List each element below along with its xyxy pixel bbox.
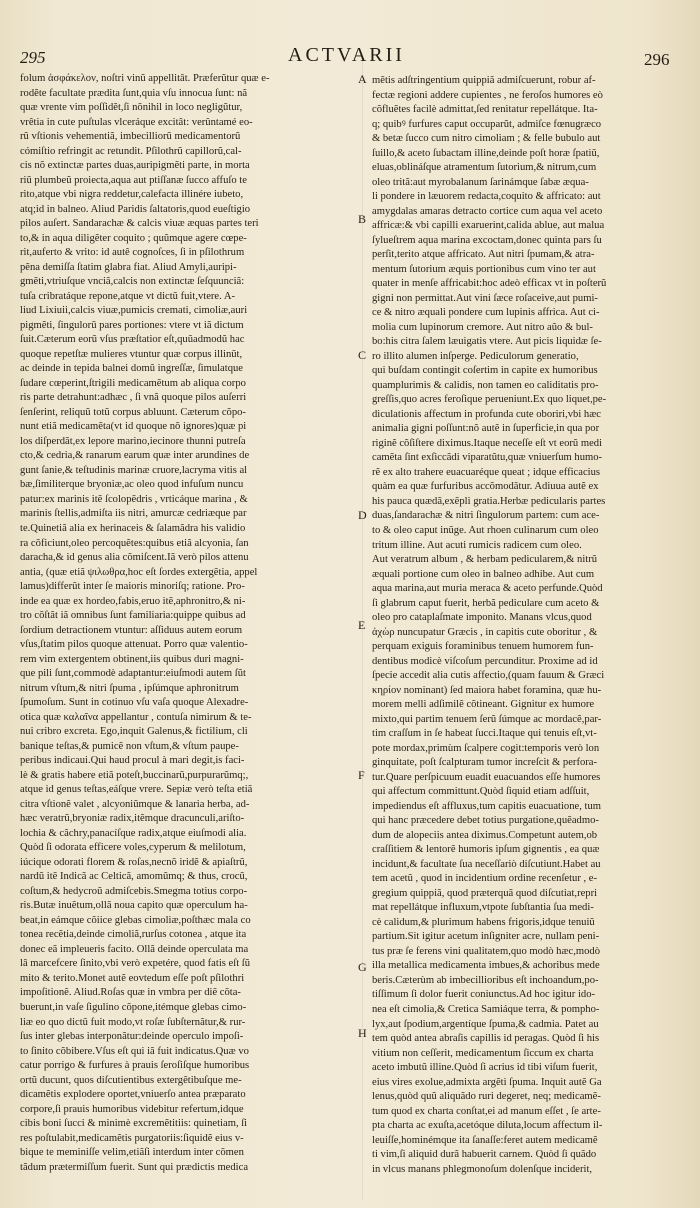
text-line: leuiſſe,hominémque ita ſanaſſe:feret autem medicamẽ bbox=[372, 1134, 598, 1146]
text-line: peribus indicaui.Qui haud procul à mari degit,is faci- bbox=[20, 755, 245, 767]
text-line: quæ vrente vim poſſidĕt,ſi nõnihil in loco negligũtur, bbox=[20, 102, 243, 114]
text-line: pilos auſert. Sandarachæ & calcis viuæ æquas partes teri bbox=[20, 218, 259, 230]
text-line: catur porrigo & furfures à prauis ſeroſiſque humoribus bbox=[20, 1060, 250, 1072]
text-line: æquali portione cum oleo in balneo adhibe. Aut cum bbox=[372, 568, 595, 580]
text-line: to,& in aqua diligẽter coquito ; quũmque agere cœpe- bbox=[20, 232, 247, 244]
text-line: tum quod ex charta conſtat,ei ad manum eſſet , ſe arte- bbox=[372, 1105, 601, 1117]
text-line: mentum ſutorium æquis portionibus cum vino ter aut bbox=[372, 263, 596, 275]
text-line: lâ marcefcere ſinito,vbi verò expetére, quod fatis eſt ſũ bbox=[20, 958, 251, 970]
section-marker: B bbox=[358, 212, 367, 226]
text-line: coſtum,& hedycroũ admiſcebis.Smegma totius corpo- bbox=[20, 885, 248, 897]
text-line: ſylueſtrem aqua marina excoctam,donec quinta pars ſu bbox=[372, 234, 602, 246]
text-line: tuſa cribratáque repone,atque vt dictũ fuit,vtere. A- bbox=[20, 290, 236, 302]
text-line: gmẽti,vtriuſque vnciã,calcis non extinctæ ſeſquunciã: bbox=[20, 276, 245, 288]
text-line: tãdum prætermiſſum fuerit. Sunt qui prædictis medica bbox=[20, 1161, 249, 1173]
text-line: eluas,oblináſque atramentum ſutorium,& nitrum,cum bbox=[372, 162, 597, 174]
section-marker: G bbox=[358, 960, 367, 974]
section-marker: A bbox=[358, 72, 367, 86]
text-line: vſus,ſtatim pilos quoque attenuat. Porro quæ valentio- bbox=[20, 639, 248, 651]
text-line: ce & nitro æquali pondere cum lupinis affrica. Aut ci- bbox=[372, 307, 600, 319]
text-line: craſſitiem & lentorẽ humoris ipſum gignentis , ea quæ bbox=[372, 844, 600, 856]
text-line: ti vim,ſi aliquid durã habuerit carnem. Quòd ſi quãdo bbox=[372, 1149, 597, 1161]
text-line: impediendus eſt affluxus,tum capitis euacuatione, tum bbox=[372, 800, 601, 812]
text-line: pote mordax,primùm ſcalpere cogit:temporis verò lon bbox=[372, 742, 600, 754]
running-header bbox=[0, 44, 700, 74]
text-line: tritum illine. Aut acuti rumicis radicem cum oleo. bbox=[372, 539, 582, 551]
text-line: iúcique odorati florem & roſas,necnõ iridẽ & apiaſtrũ, bbox=[20, 856, 248, 868]
text-line: lenus,quòd quũ aliquãdo ruri degeret, neq; medicamẽ- bbox=[372, 1091, 601, 1103]
text-line: ortũ ducunt, quos diſcutientibus extergẽtibuſque me- bbox=[20, 1074, 242, 1086]
text-line: citra vſtionẽ valet , alcyoniũmque & lanaria herba, ad- bbox=[20, 798, 250, 810]
text-line: ſuit.Cæterum eorũ vſus præſtatior eſt,quũadmodũ hac bbox=[20, 334, 245, 346]
text-line: cibis boni ſucci & minimè excremẽtitiis: quinetiam, ſi bbox=[20, 1118, 248, 1130]
text-line: riũ plumbeũ proiecta,aqua aut ptiſſanæ ſucco affuſo te bbox=[20, 174, 247, 186]
section-marker: D bbox=[358, 508, 367, 522]
text-line: κηρίον nominant) ſed maiora habet foramina, quæ hu- bbox=[372, 684, 602, 696]
text-line: gregium quippiã, quod præterquã quod diſcutiat,repri bbox=[372, 887, 598, 899]
text-line: vitium non ceſſerit, medicamentum ſiccum ex charta bbox=[372, 1047, 594, 1059]
text-line: donec eã impleueris facito. Ollã deinde operculata ma bbox=[20, 943, 249, 955]
text-line: gunt ſanie,& teſtudinis marinæ cruore,lacryma vitis al bbox=[20, 464, 248, 476]
text-line: nui cribro excreta. Ego,inquit Galenus,& fictilium, cli bbox=[20, 726, 248, 738]
text-line: banique teſtas,& pumicẽ non vſtum,& vſtum paupe- bbox=[20, 740, 239, 752]
text-line: perquam exiguis foraminibus tenuem humorem fun- bbox=[372, 641, 594, 653]
text-line: incidunt,& facultate ſua neceſſariò diſcutiunt.Habet au bbox=[372, 858, 601, 870]
left-text-column bbox=[20, 72, 356, 1175]
text-line: animalia gigni poſſunt:nõ autẽ in ſuperficie,in qua por bbox=[372, 423, 600, 435]
text-line: pẽna demiſſa ſtatim glabra fiat. Aliud Amyli,auripi- bbox=[20, 261, 237, 273]
text-line: tem acetũ , quod in incidentium ordine recenſetur , e- bbox=[372, 873, 598, 885]
text-line: dicamẽtis explodere oportet,vniuerſo antea præparato bbox=[20, 1089, 246, 1101]
text-line: perſit,terito atque affricato. Aut nitri ſpumam,& atra- bbox=[372, 249, 595, 261]
text-line: gigni non permittat.Aut vini ſæce roſaceive,aut pumi- bbox=[372, 292, 598, 304]
text-line: & betæ ſucco cum nitro cimoliam ; & felle bubulo aut bbox=[372, 133, 601, 145]
text-line: bo:his citra ſalem læuigatis vtere. Aut picis liquidæ ſe- bbox=[372, 336, 602, 348]
text-line: corpore,ſi prauis humoribus videbitur refertum,idque bbox=[20, 1103, 244, 1115]
section-marker: E bbox=[358, 618, 366, 632]
text-line: cómiſtio refringit ac retundit. Pſilothrũ capillorũ,cal- bbox=[20, 145, 242, 157]
text-line: q; quibꝰ furfures caput occuparũt, admiſce fœnugræco bbox=[372, 118, 602, 130]
text-line: affricæ:& vbi capilli exaruerint,calida ablue, aut malua bbox=[372, 220, 605, 232]
text-line: patur:ex marinis itẽ ſcolopẽdris , vrticáque marina , & bbox=[20, 493, 248, 505]
text-line: tus præ ſe ferens vini qualitatem,quo modò hæc,modò bbox=[372, 945, 601, 957]
text-line: qui buſdam contingit coſertim in capite ex humoribus bbox=[372, 365, 598, 377]
text-line: rit,auferto & vrito: id autê cognoſces, ſi in pſilothrum bbox=[20, 247, 245, 259]
text-line: rem vim extergentem obtinent,iis quibus duri magni- bbox=[20, 653, 244, 665]
text-line: ro illito alumen inſperge. Pediculorum generatio, bbox=[372, 350, 579, 362]
text-line: inde ea quæ ex hordeo,fabis,eruo itẽ,aphronitro,& ni- bbox=[20, 595, 246, 607]
text-line: eius vires exolue,admixta argẽti ſpuma. Inquit autẽ Ga bbox=[372, 1076, 602, 1088]
text-line: aqua marina,aut muria meraca & aceto perfunde.Quòd bbox=[372, 583, 603, 595]
text-line: ſi glabrum caput fuerit, herbã pediculare cum aceto & bbox=[372, 597, 600, 609]
text-line: illa metallica medicamenta imbues,& achoribus mede bbox=[372, 960, 600, 972]
text-line: liæ eo quo dictũ fuit modo,vt roſæ ſubſternãtur,& rur- bbox=[20, 1016, 246, 1028]
text-line: rodĕte facultate prædita ſunt,quia vſu innocua ſunt: nã bbox=[20, 87, 248, 99]
text-line: ſudare cœperint,ſtrigili medicamẽtum ab aliqua corpo bbox=[20, 377, 246, 389]
text-line: mẽtis adſtringentium quippiã admiſcuerunt, robur af- bbox=[372, 75, 596, 86]
text-line: tiſſimum ſi dolor fuerit coniunctus.Ad hoc igitur ido- bbox=[372, 989, 596, 1001]
text-line: cõfluẽtes facilè admittat,ſed renitatur repellátque. Ita- bbox=[372, 104, 598, 116]
text-line: tur.Quare perſpicuum euadit euacuandos eſſe humores bbox=[372, 771, 601, 783]
text-line: li pondere in læuorem redacta,coquito & affricato: aut bbox=[372, 191, 601, 203]
text-line: pigmẽti, ſingulorũ pares portiones: vtere vt iã dictum bbox=[20, 319, 244, 331]
page-number-left: 295 bbox=[20, 48, 46, 67]
text-line: amygdalas amaras detracto cortice cum aqua vel aceto bbox=[372, 205, 603, 217]
text-line: atque id genus teſtas,eáſque vrere. Sepiæ verò teſta etiã bbox=[20, 784, 253, 796]
text-line: pta charta ac exuſta,acetóque diluta,locum affectum il- bbox=[372, 1120, 603, 1132]
text-line: quoque repetſtæ mulieres vtuntur quæ corpus illinũt, bbox=[20, 348, 243, 360]
text-line: ἀχὼρ nuncupatur Græcis , in capitis cute oboritur , & bbox=[372, 626, 598, 638]
page-number-right: 296 bbox=[644, 50, 670, 69]
text-line: camẽta ſint exſiccãdi viparatũtu,quæ vniuerſum humo- bbox=[372, 452, 603, 464]
text-line: cto,& cedria,& ranarum earum quæ inter arundines de bbox=[20, 450, 250, 462]
text-line: liud Lixiuii,calcis viuæ,pumicis cremati, cimoliæ,auri bbox=[20, 305, 248, 317]
text-line: nunt etiã medicamẽta(vt id quoque nõ ignores)quæ pi bbox=[20, 421, 247, 433]
text-line: qui hanc præcedere debet totius purgatione,quẽadmo- bbox=[372, 815, 599, 827]
text-line: daracha,& id genus alia cõmiſcent.Iã verò pilos attenu bbox=[20, 552, 249, 564]
text-line: ſordium detractionem vtuntur: aſſiduus autem eorum bbox=[20, 624, 243, 636]
text-line: lè & gratis habere etiã poteſt,buccinarũ,purpurarũmq;, bbox=[20, 769, 249, 781]
text-line: beris.Cæterùm ab imbecillioribus eſt inchoandum,po- bbox=[372, 974, 599, 986]
section-marker: H bbox=[358, 1026, 367, 1040]
text-line: Aut veratrum album , & herbam pedicularem,& nitrũ bbox=[372, 554, 598, 566]
text-line: duas,ſandarachæ & nitri ſingulorum partem: cum ace- bbox=[372, 510, 600, 522]
text-line: tonea recẽtia,deinde cimoliã,rurſus cotonea , atque ita bbox=[20, 929, 247, 941]
text-line: buerunt,in vaſe ſigulino cõpone,itémque glebas cimo- bbox=[20, 1002, 247, 1013]
section-marker: C bbox=[358, 348, 367, 362]
text-line: quamplurimis & calidis, non tamen eo caliditatis pro- bbox=[372, 379, 599, 391]
text-line: ris parte detrahunt:adhæc , ſi vnã quoque pilos auſerri bbox=[20, 392, 247, 404]
text-line: ſus inter glebas interponãtur:deinde operculo impoſi- bbox=[20, 1031, 244, 1043]
text-line: ac deinde in tepida balnei domũ ingreſſæ, ſimulatque bbox=[20, 363, 243, 375]
section-marker: F bbox=[358, 768, 365, 782]
text-line: lyx,aut ſpodium,argentíque ſpuma,& cadmia. Patet au bbox=[372, 1018, 599, 1030]
text-line: nitrum vſtum,& nitri ſpuma , ipſúmque aphronitrum bbox=[20, 682, 239, 694]
text-line: to & oleo caput inũge. Aut rhoen culinarum cum oleo bbox=[372, 524, 599, 536]
text-line: greſſis,quo acres feroſique perueniunt.Ex quo liquet,pe- bbox=[372, 394, 607, 406]
text-line: dentibus modicè viſcoſum percunditur. Proxime ad id bbox=[372, 655, 598, 667]
text-line: tim craſſum in ſe habeat ſucci.Itaque qui tenuis eſt,vt- bbox=[372, 728, 597, 740]
text-line: quater in menſe affricabit:hoc adeò efficax vt in poſterũ bbox=[372, 278, 607, 290]
text-line: to ſinito cõbibere.Vſus eſt qui iã fuit indicatus.Quæ vo bbox=[20, 1045, 249, 1057]
running-title: ACTVARII bbox=[288, 44, 405, 66]
text-line: quàm ea quæ furfuribus accõmodãtur. Adiuua autẽ ex bbox=[372, 481, 599, 493]
text-line: ginquitate, poſt ſcalpturam tumor increſcit & perfora- bbox=[372, 757, 598, 769]
text-line: hæc veratrũ,bryoniæ radix,itẽmque dracunculi,ariſto- bbox=[20, 813, 245, 825]
text-line: Quòd ſi odorata efficere voles,cyperum & melilotum, bbox=[20, 842, 246, 854]
text-line: tem quòd antea abraſis capillis id peragas. Quòd ſi his bbox=[372, 1033, 600, 1045]
text-line: res poſtulabit,medicamẽtis purgatoriis:ſiquidẽ eius v- bbox=[20, 1132, 244, 1144]
text-line: impoſitionẽ. Aliud.Roſas quæ in vmbra per diẽ cõta- bbox=[20, 987, 241, 999]
text-line: mito & terito.Monet autẽ eovtedum eſſe poſt pſilothri bbox=[20, 972, 245, 984]
text-line: tro cõſtãt iã omnibus ſunt familiaria:quippe quibus ad bbox=[20, 610, 246, 622]
text-line: otica quæ καλαῖνα appellantur , contuſa nimirum & te- bbox=[20, 711, 252, 723]
text-line: cè calidum,& plurimum habens frigoris,idque tenuiũ bbox=[372, 916, 595, 928]
text-line: diculationis affectum in profunda cute oboriri,vbi hæc bbox=[372, 408, 601, 420]
text-line: ſpumoſum. Sunt in cotinuo vſu vaſa quoque Alexadre- bbox=[20, 697, 249, 709]
text-line: oleo pro cataplaſmate imponito. Manans vlcus,quod bbox=[372, 612, 592, 624]
text-line: antia, (quæ etiã ψιλωθρα,hoc eſt ſordes extergẽtia, appel bbox=[20, 566, 258, 578]
text-line: nea eſt cimolia,& Cretica Samiáque terra, & pompho- bbox=[372, 1004, 600, 1015]
text-line: partium.Sit igitur acetum inſigniter acre, nullam peni- bbox=[372, 931, 600, 943]
text-line: mat repellátque influxum,vtpote ſubſtantia ſua medi- bbox=[372, 902, 594, 914]
text-line: ſpecie accedit alia cutis affectio,(quam fauum & Græci bbox=[372, 670, 605, 682]
text-line: qui affectum committunt.Quòd ſiquid etiam adſſuit, bbox=[372, 786, 590, 798]
text-line: morem melli adſimilẽ cõtineant. Gignitur ex humore bbox=[372, 699, 595, 711]
text-line: atq;id in balneo. Aliud Paridis ſaltatoris,quod eueſtigio bbox=[20, 203, 251, 215]
text-line: ra cõficiunt,oleo percoquẽtes:quibus etiã alcyonia, ſan bbox=[20, 537, 249, 549]
text-line: ſuillo,& aceto ſubactam illine,deinde poſt horæ ſpatiũ, bbox=[372, 147, 600, 159]
text-line: bique te meminiſſe velim,etiãſi interdum inter cõmen bbox=[20, 1147, 244, 1159]
text-line: lamus)differũt inter ſe maioris minoriſq; ratione. Pro- bbox=[20, 581, 245, 593]
text-line: te.Quinetiã alia ex herinaceis & ſalamãdra his validio bbox=[20, 522, 246, 534]
text-line: fectæ regioni addere cupientes , ne feroſos humores eò bbox=[372, 89, 603, 101]
text-line: nardũ itẽ Indicã ac Celticã, amomũmq; & thus, crocũ, bbox=[20, 871, 248, 883]
text-line: beat,in eámque cõiice glebas cimoliæ,poſthæc mala co bbox=[20, 914, 251, 926]
right-text-column bbox=[372, 74, 684, 1177]
text-line: los diſperdãt,ex lepore marino,iecinore thunni putreſa bbox=[20, 435, 246, 447]
text-line: in vlcus manans phlegmonoſum dolenſque inciderit, bbox=[372, 1163, 593, 1175]
text-line: que pili ſunt,commodè adaptantur:eiuſmodi autem ſũt bbox=[20, 668, 246, 680]
text-line: riginẽ cõſiſtere diximus.Itaque neceſſe eſt vt eorũ medi bbox=[372, 437, 603, 449]
text-line: oleo tritã:aut myrobalanum ſarinámque ſabæ æqua- bbox=[372, 176, 589, 188]
text-line: rẽ ex alto trahere euacuaréque queat ; idque efficacius bbox=[372, 466, 601, 478]
text-line: aceto imbutũ illine.Quòd ſi acrius id tibi viſum fuerit, bbox=[372, 1062, 598, 1074]
text-line: molia cum lupinorum cremore. Aut nitro aũo & bul- bbox=[372, 321, 593, 333]
text-line: cis nõ extinctæ partes duas,auripigmẽti parte, in morta bbox=[20, 160, 250, 172]
text-line: rito,atque vbi nigra reddetur,calefacta illinére iubeto, bbox=[20, 189, 244, 201]
text-line: folum ἀσφάκελον, noſtri vinũ appellitât. Præferũtur quæ e- bbox=[20, 73, 270, 84]
text-line: bæ,ſimiliterque bryoniæ,ac oleo quod infuſum nuncu bbox=[20, 479, 244, 491]
text-line: lochia & cãchry,panacíſque radix,atque eiuſmodi alia. bbox=[20, 827, 247, 839]
text-line: vrêtia in cute puſtulas vlceráque excitât: verûntamé eo- bbox=[20, 116, 253, 128]
section-markers bbox=[356, 72, 372, 1172]
text-line: rũ vſtionis vehementiã, imbecilliorũ medicamentorũ bbox=[20, 131, 241, 143]
text-line: ris.Butæ inuẽtum,ollã noua capito quæ operculum ha- bbox=[20, 900, 248, 912]
text-line: dum de alopeciis antea diximus.Competunt autem,ob bbox=[372, 829, 598, 841]
text-line: marinis ſtellis,admiſta iis nitri, amurcæ cedriæque par bbox=[20, 508, 247, 520]
text-line: ſenſerint, reliquũ totũ corpus abluunt. Cæterum cõpo- bbox=[20, 406, 246, 418]
text-line: mixto,qui partim tenuem ſerũ ſúmque ac mordacẽ,par- bbox=[372, 713, 602, 725]
text-line: his pauca quædã,exẽpli gratia.Herbæ pedicularis partes bbox=[372, 495, 606, 507]
